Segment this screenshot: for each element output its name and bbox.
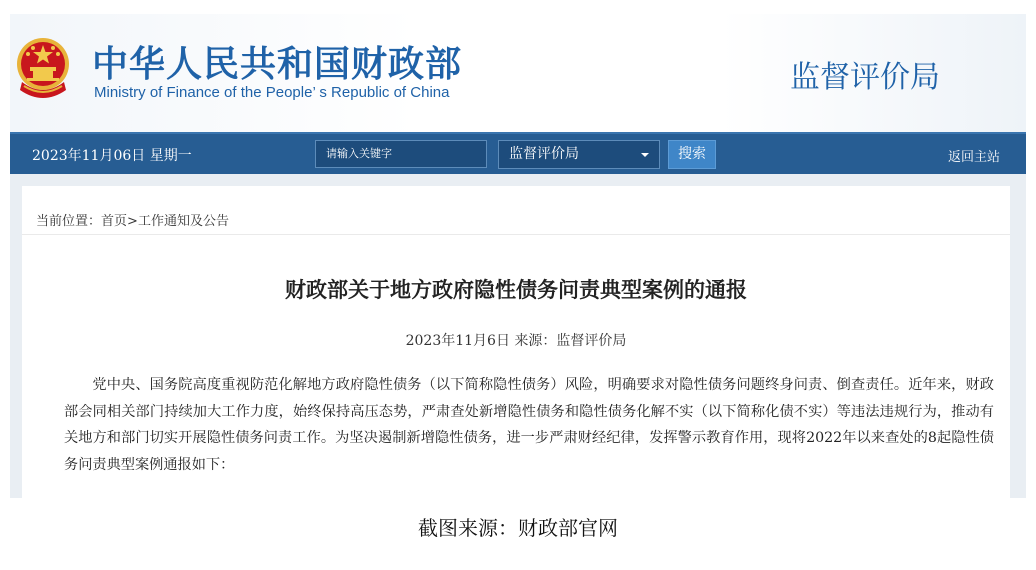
breadcrumb-home-link[interactable]: 首页	[101, 214, 128, 229]
image-caption: 截图来源：财政部官网	[418, 516, 618, 540]
return-home-link[interactable]: 返回主站	[947, 150, 1000, 165]
ministry-name-cn[interactable]: 中华人民共和国财政部	[92, 44, 463, 85]
bureau-name[interactable]: 监督评价局	[790, 60, 940, 95]
national-emblem-icon[interactable]	[14, 36, 72, 102]
screenshot-frame	[10, 14, 1026, 498]
article-paragraph: 党中央、国务院高度重视防范化解地方政府隐性债务（以下简称隐性债务）风险，明确要求对隐性债务问题终身问责、倒查责任。近年来，财政部会同相关部门持续加大工作力度，始终保持高压态势，严肃查处新增隐性债务和隐性债务化解不实（以下简称化债不实）等违法违规行为，推动有关地方和部门切实开展隐性债务问责工作。为坚决遏制新增隐性债务，进一步严肃财经纪律，发挥警示教育作用，现将2022年以来查处的8起隐性债务问责典型案例通报如下：	[64, 377, 994, 473]
search-button[interactable]: 搜索	[668, 140, 716, 169]
breadcrumb	[36, 210, 229, 229]
chevron-down-icon	[641, 153, 649, 157]
divider	[22, 234, 1010, 235]
breadcrumb-separator: >	[127, 214, 138, 229]
article-title: 财政部关于地方政府隐性债务问责典型案例的通报	[285, 277, 747, 302]
department-select[interactable]	[498, 140, 660, 169]
current-date: 2023年11月06日 星期一	[32, 148, 192, 164]
breadcrumb-section-link[interactable]: 工作通知及公告	[137, 214, 229, 229]
ministry-name-en[interactable]: Ministry of Finance of the People’ s Republic of China	[94, 84, 450, 101]
breadcrumb-prefix: 当前位置：	[36, 214, 102, 229]
article-panel	[22, 186, 1010, 498]
article-meta: 2023年11月6日 来源：监督评价局	[405, 333, 627, 349]
department-select-value: 监督评价局	[509, 146, 579, 162]
nav-bar	[10, 132, 1026, 174]
site-header	[10, 14, 1026, 132]
search-input[interactable]: 请输入关键字	[315, 140, 487, 168]
